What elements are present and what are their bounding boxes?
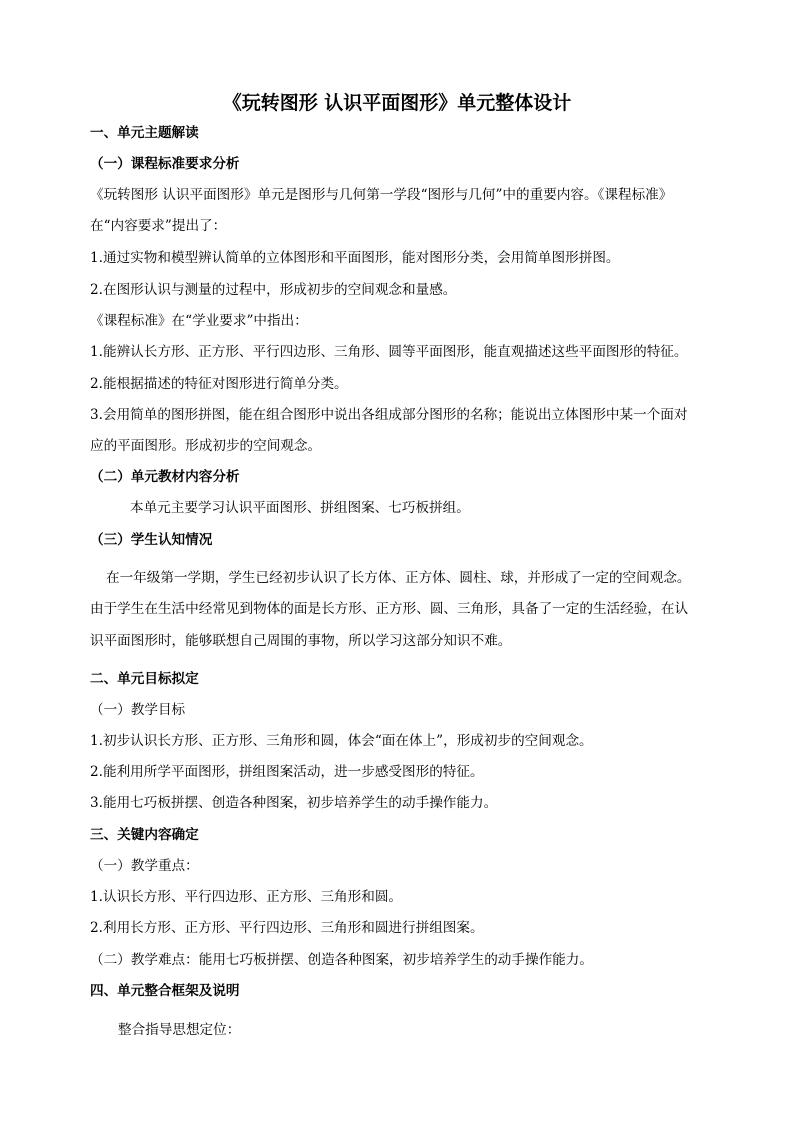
section-heading-3: 三、关键内容确定 [90, 827, 199, 843]
subsection-heading-2-1: （一）教学目标 [90, 702, 186, 718]
subsection-heading-3-1: （一）教学重点： [90, 858, 199, 874]
teaching-goal-3: 3.能用七巧板拼摆、创造各种图案，初步培养学生的动手操作能力。 [90, 795, 498, 811]
subsection-heading-1-2: （二）单元教材内容分析 [90, 469, 240, 485]
section-heading-1: 一、单元主题解读 [90, 125, 199, 141]
document-title: 《玩转图形 认识平面图形》单元整体设计 [222, 92, 572, 114]
paragraph-2: 《课程标准》在“学业要求”中指出： [90, 313, 308, 329]
paragraph-1-line-1: 《玩转图形 认识平面图形》单元是图形与几何第一学段“图形与几何”中的重要内容。《课程标准》 [90, 187, 673, 203]
content-requirement-1: 1.通过实物和模型辨认简单的立体图形和平面图形，能对图形分类，会用简单图形拼图。 [90, 250, 620, 266]
academic-requirement-3-line-1: 3.会用简单的图形拼图，能在组合图形中说出各组成部分图形的名称；能说出立体图形中某一个面对 [90, 407, 688, 423]
teaching-goal-2: 2.能利用所学平面图形，拼组图案活动，进一步感受图形的特征。 [90, 764, 484, 780]
subsection-heading-1-1: （一）课程标准要求分析 [90, 156, 240, 172]
paragraph-4-line-3: 识平面图形时，能够联想自己周围的事物，所以学习这部分知识不难。 [90, 633, 512, 649]
paragraph-3: 本单元主要学习认识平面图形、拼组图案、七巧板拼组。 [130, 500, 470, 516]
paragraph-4-line-2: 由于学生在生活中经常见到物体的面是长方形、正方形、圆、三角形，具备了一定的生活经验，在认 [90, 601, 689, 617]
academic-requirement-2: 2.能根据描述的特征对图形进行简单分类。 [90, 376, 348, 392]
teaching-goal-1: 1.初步认识长方形、正方形、三角形和圆，体会“面在体上”，形成初步的空间观念。 [90, 733, 593, 749]
key-point-1: 1.认识长方形、平行四边形、正方形、三角形和圆。 [90, 889, 403, 905]
paragraph-5: 整合指导思想定位： [118, 1022, 241, 1038]
subsection-heading-1-3: （三）学生认知情况 [90, 532, 213, 548]
difficult-point: （二）教学难点：能用七巧板拼摆、创造各种图案，初步培养学生的动手操作能力。 [90, 952, 593, 968]
key-point-2: 2.利用长方形、正方形、平行四边形、三角形和圆进行拼组图案。 [90, 920, 484, 936]
academic-requirement-3-line-2: 应的平面图形。形成初步的空间观念。 [90, 438, 322, 454]
section-heading-4: 四、单元整合框架及说明 [90, 983, 240, 999]
academic-requirement-1: 1.能辨认长方形、正方形、平行四边形、三角形、圆等平面图形，能直观描述这些平面图形的特征。 [90, 344, 688, 360]
content-requirement-2: 2.在图形认识与测量的过程中，形成初步的空间观念和量感。 [90, 282, 457, 298]
section-heading-2: 二、单元目标拟定 [90, 671, 199, 687]
paragraph-1-line-2: 在“内容要求”提出了： [90, 218, 227, 234]
paragraph-4-line-1: 在一年级第一学期，学生已经初步认识了长方体、正方体、圆柱、球，并形成了一定的空间观念。 [106, 570, 691, 586]
